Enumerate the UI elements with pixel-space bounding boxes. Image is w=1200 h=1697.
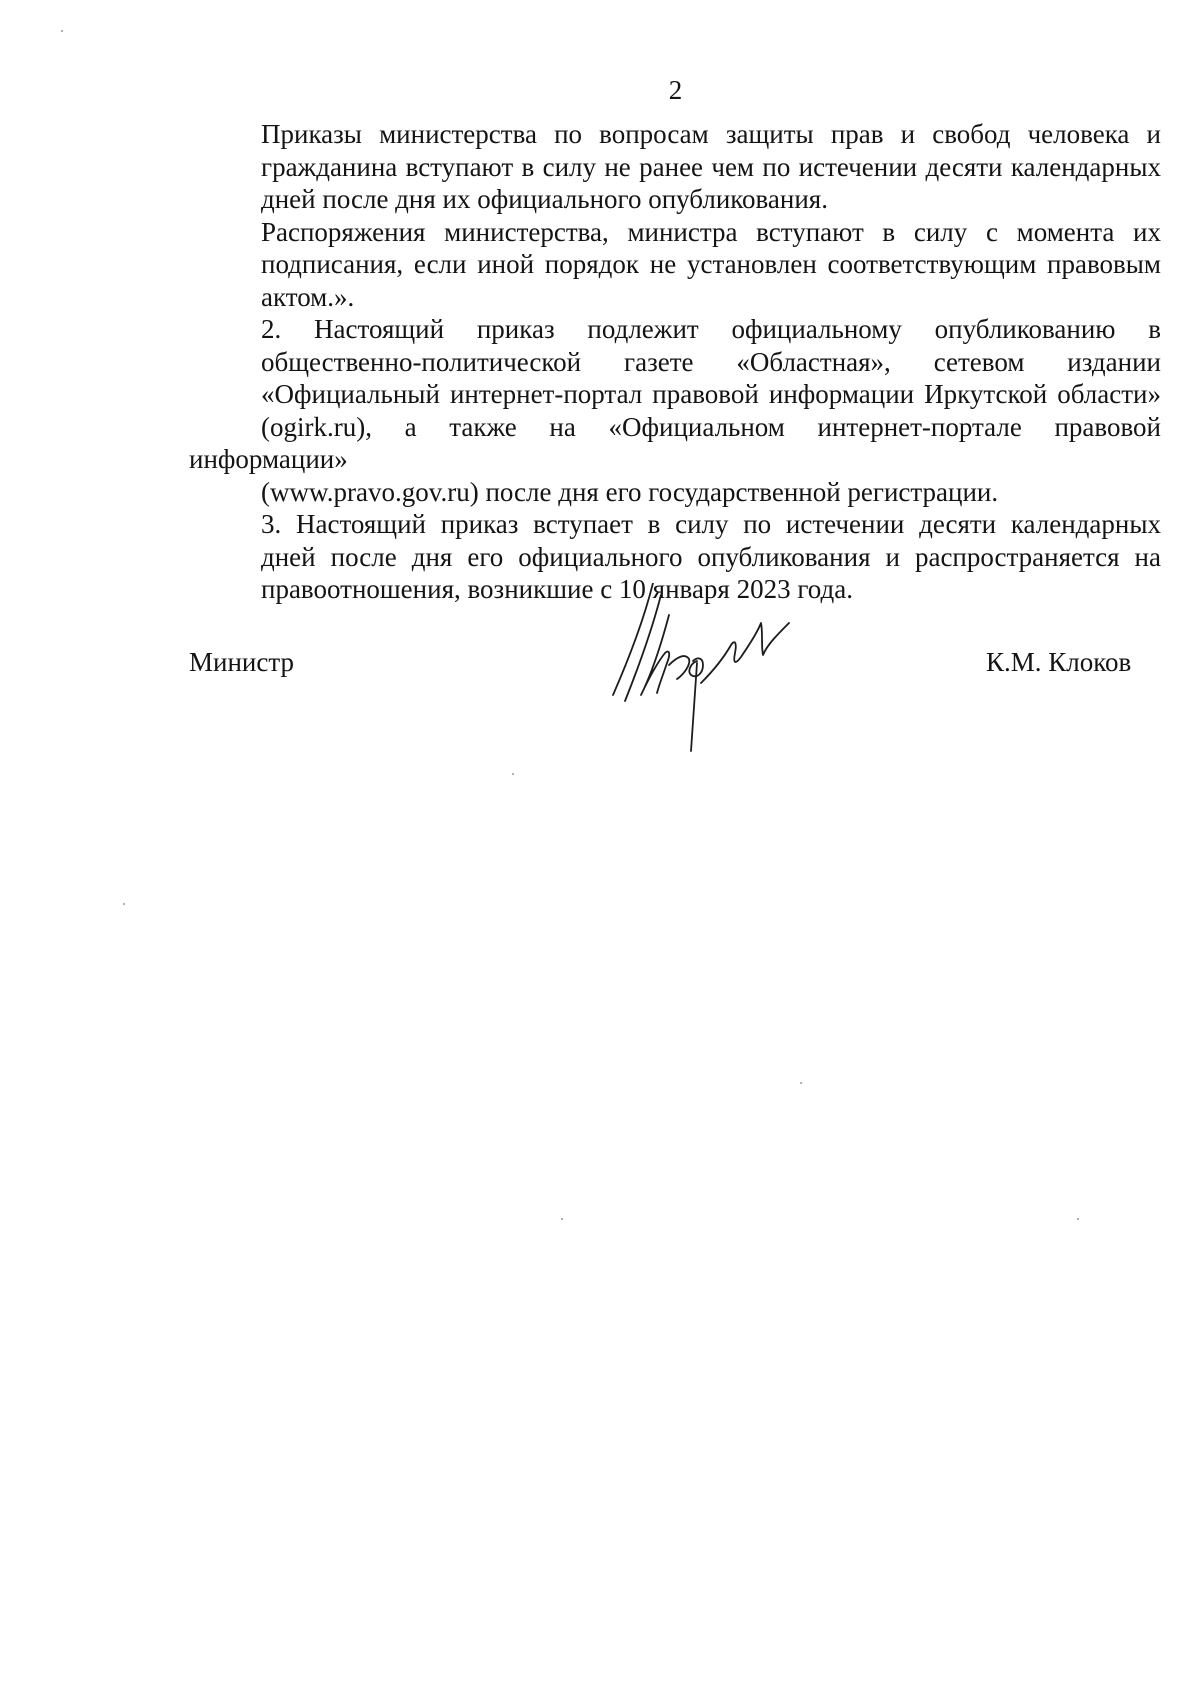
text-line: подписания, если иной порядок не установлен соответствующим правовым xyxy=(261,249,1161,279)
signatory-title: Министр xyxy=(189,647,294,677)
scan-speck xyxy=(61,30,63,32)
scan-speck xyxy=(1077,1218,1079,1220)
scan-speck xyxy=(800,1082,802,1084)
paragraph-orders-human-rights xyxy=(189,118,1161,216)
text-line: (www.pravo.gov.ru) после дня его государственной регистрации. xyxy=(261,476,999,507)
text-line: правоотношения, возникшие с 10 января 2023 года. xyxy=(261,574,853,604)
scan-speck xyxy=(561,1218,563,1220)
text-line: дней после дня их официального опубликования. xyxy=(261,184,828,214)
text-line: Приказы министерства по вопросам защиты прав и свобод человека и xyxy=(261,119,1161,149)
page-number: 2 xyxy=(668,75,683,105)
signatory-name: К.М. Клоков xyxy=(986,647,1132,677)
document-body xyxy=(189,118,1161,606)
scan-speck xyxy=(123,903,125,905)
text-line: 3. Настоящий приказ вступает в силу по истечении десяти календарных xyxy=(261,509,1161,539)
text-line: актом.». xyxy=(261,281,355,312)
text-line: гражданина вступают в силу не ранее чем по истечении десяти календарных xyxy=(261,151,1161,182)
text-line: 2. Настоящий приказ подлежит официальному опубликованию в xyxy=(261,314,1161,344)
text-line: «Официальный интернет-портал правовой информации Иркутской области» xyxy=(261,379,1161,409)
scan-speck xyxy=(512,773,514,775)
text-line: Распоряжения министерства, министра вступают в силу с момента их xyxy=(261,216,1161,247)
text-line: (ogirk.ru), а также на «Официальном интернет-портале правовой информации» xyxy=(189,411,1161,474)
text-line: дней после дня его официального опубликования и распространяется на xyxy=(261,541,1161,572)
paragraph-item-2-publication xyxy=(189,313,1161,508)
text-line: общественно-политической газете «Областная», сетевом издании xyxy=(261,346,1161,377)
handwritten-signature xyxy=(585,583,830,758)
paragraph-ministry-directives xyxy=(189,216,1161,314)
